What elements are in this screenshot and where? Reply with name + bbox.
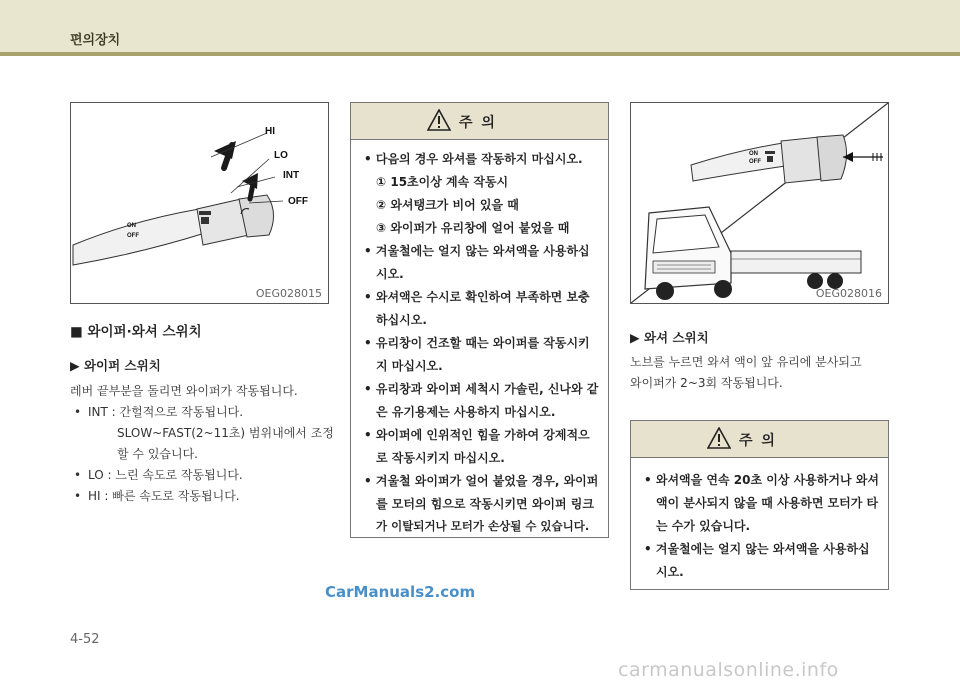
warning-icon <box>427 109 451 131</box>
washer-body-line-2: 와이퍼가 2~3회 작동됩니다. <box>630 376 783 390</box>
caution-line: 로 작동시키지 마십시오. <box>376 451 505 465</box>
caution-line: • 겨울철에는 얼지 않는 와셔액을 사용하십 <box>364 244 590 258</box>
warning-icon <box>707 427 731 449</box>
caution-line: 시오. <box>376 267 404 281</box>
caution-line: ① 15초이상 계속 작동시 <box>376 175 509 189</box>
caution-line: ③ 와이퍼가 유리창에 얼어 붙었을 때 <box>376 221 570 235</box>
washer-body-line-1: 노브를 누르면 와셔 액이 앞 유리에 분사되고 <box>630 355 862 369</box>
caution-line: 를 모터의 힘으로 작동시키면 와이퍼 링크 <box>376 497 594 511</box>
label-int: INT <box>283 170 300 181</box>
caution-line: • 와셔액은 수시로 확인하여 부족하면 보충 <box>364 290 590 304</box>
figure-code: OEG028015 <box>255 287 322 300</box>
caution-box-right <box>630 420 889 590</box>
caution-box-main <box>350 102 609 538</box>
label-off: OFF <box>749 159 761 165</box>
caution-line: ② 와셔탱크가 비어 있을 때 <box>376 198 519 212</box>
int-continuation-2: 할 수 있습니다. <box>117 447 198 461</box>
section-title: 편의장치 <box>70 33 121 48</box>
caution-header <box>631 421 888 458</box>
caution-header <box>351 103 608 140</box>
caution-title: 주 의 <box>459 115 497 131</box>
label-lo: LO <box>274 150 288 161</box>
bullet-hi: • HI : 빠른 속도로 작동됩니다. <box>74 489 240 503</box>
truck-washer-illustration <box>631 103 888 303</box>
int-continuation-1: SLOW~FAST(2~11초) 범위내에서 조정 <box>117 426 334 440</box>
header-band <box>0 0 960 52</box>
caution-line: 은 유기용제는 사용하지 마십시오. <box>376 405 556 419</box>
caution-line: • 다음의 경우 와셔를 작동하지 마십시오. <box>364 152 583 166</box>
caution-line: • 겨울철에는 얼지 않는 와셔액을 사용하십 <box>644 542 870 556</box>
bullet-int: • INT : 간헐적으로 작동됩니다. <box>74 405 244 419</box>
figure-code: OEG028016 <box>815 287 882 300</box>
caution-line: • 유리창과 와이퍼 세척시 가솔린, 신나와 같 <box>364 382 599 396</box>
caution-line: 액이 분사되지 않을 때 사용하면 모터가 타 <box>656 496 879 510</box>
label-on: ON <box>127 223 136 229</box>
label-hi: HI <box>265 126 275 137</box>
caution-line: 시오. <box>656 565 684 579</box>
header-rule <box>0 52 960 56</box>
bullet-lo: • LO : 느린 속도로 작동됩니다. <box>74 468 243 482</box>
caution-line: • 겨울철 와이퍼가 얼어 붙었을 경우, 와이퍼 <box>364 474 599 488</box>
caution-title: 주 의 <box>739 433 777 449</box>
caution-line: 하십시오. <box>376 313 427 327</box>
wiper-intro-text: 레버 끝부분을 돌리면 와이퍼가 작동됩니다. <box>70 384 298 398</box>
caution-line: 는 수가 있습니다. <box>656 519 751 533</box>
caution-line: 지 마십시오. <box>376 359 443 373</box>
wiper-lever-illustration <box>71 103 328 303</box>
caution-line: • 유리창이 건조할 때는 와이퍼를 작동시키 <box>364 336 590 350</box>
label-lever-off: OFF <box>127 233 139 239</box>
wiper-washer-switch-heading: ■ 와이퍼·와셔 스위치 <box>70 324 202 340</box>
washer-switch-figure <box>630 102 889 304</box>
label-off: OFF <box>288 196 308 207</box>
washer-switch-subheading: ▶ 와셔 스위치 <box>630 330 709 345</box>
label-on: ON <box>749 151 758 157</box>
caution-line: • 와이퍼에 인위적인 힘을 가하여 강제적으 <box>364 428 590 442</box>
caution-line: 가 이탈되거나 모터가 손상될 수 있습니다. <box>376 519 590 533</box>
wiper-switch-subheading: ▶ 와이퍼 스위치 <box>70 358 161 373</box>
watermark-carmanuals2: CarManuals2.com <box>325 583 476 601</box>
wiper-switch-figure <box>70 102 329 304</box>
caution-line: • 와셔액을 연속 20초 이상 사용하거나 와셔 <box>644 473 879 487</box>
page-number: 4-52 <box>70 632 100 647</box>
watermark-carmanualsonline: carmanualsonline.info <box>618 659 839 681</box>
